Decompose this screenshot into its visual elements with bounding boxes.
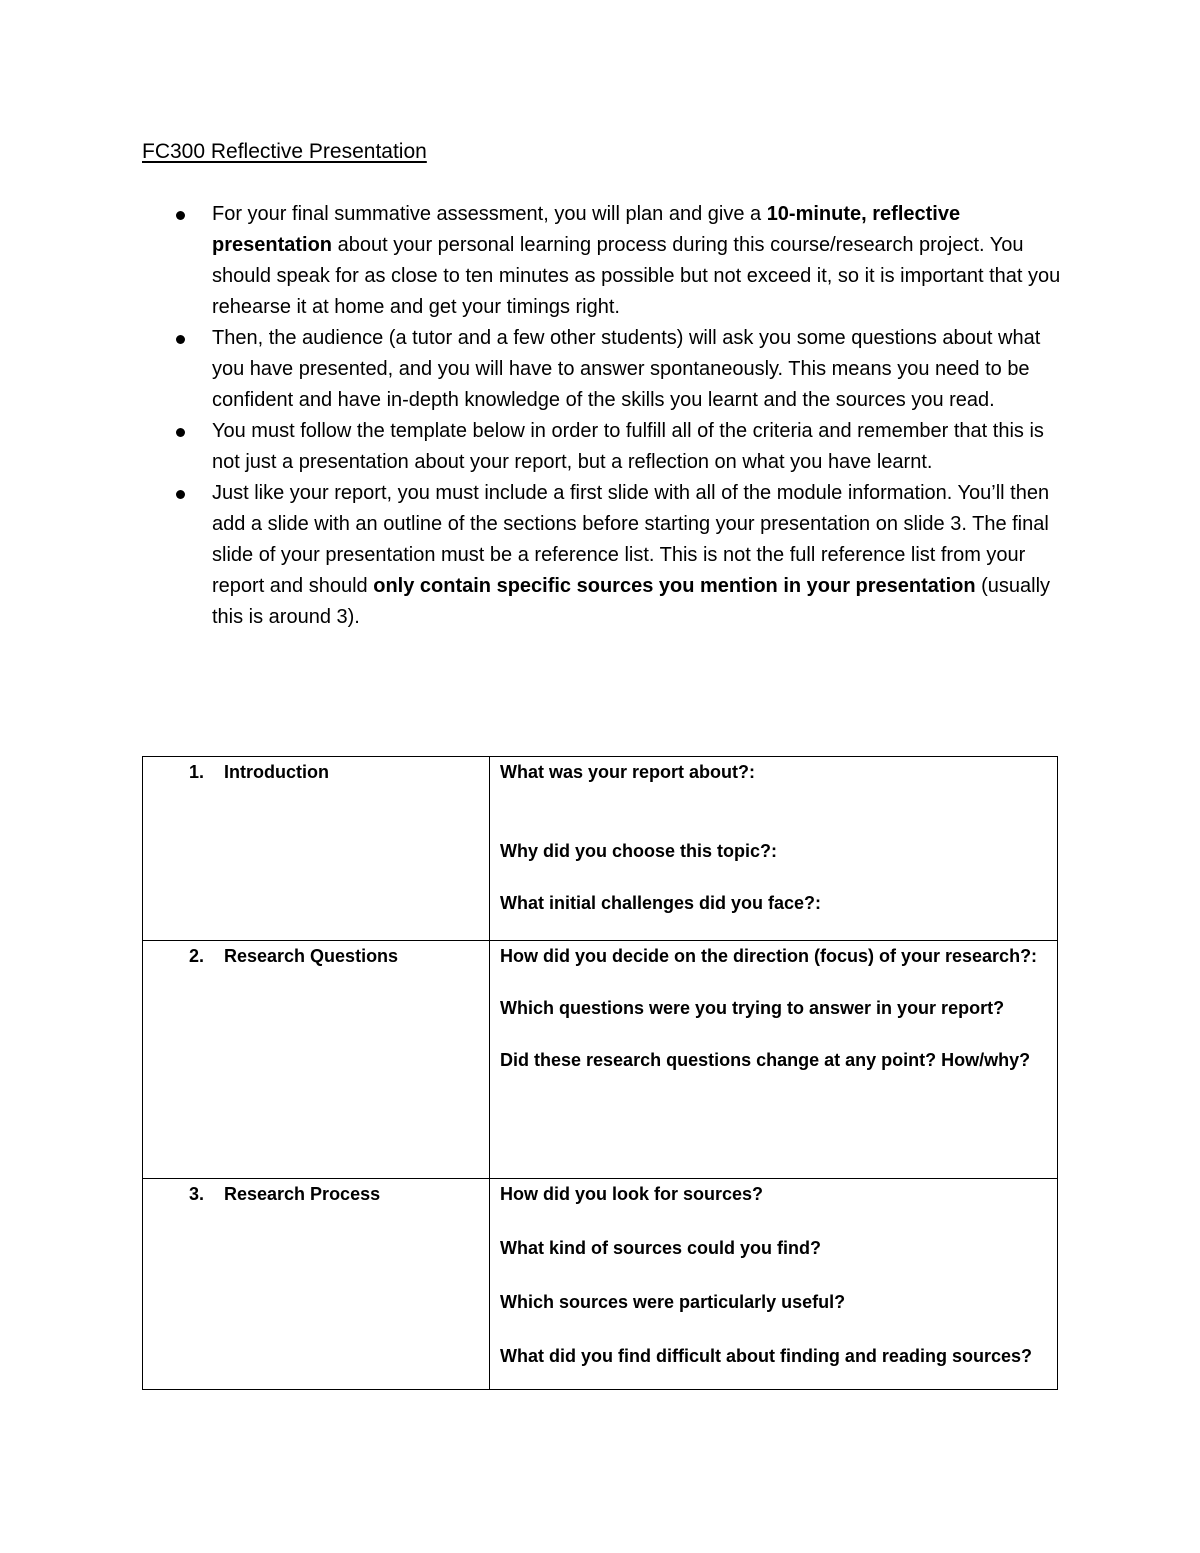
guiding-question: How did you look for sources? [500,1184,764,1204]
guiding-question: Did these research questions change at any point? How/why? [500,1050,1031,1070]
section-title: Research Process [224,1184,381,1204]
list-item [142,416,1072,478]
questions-cell [490,757,1058,941]
table-row [143,757,1058,941]
section-title: Introduction [224,762,329,782]
bullet-text: For your final summative assessment, you will plan and give a [212,203,767,225]
bullet-text: (usually this is around 3). [212,575,1051,628]
list-item [142,478,1072,633]
bullet-text: You must follow the template below in order to fulfill all of the criteria and remember that this is not just a presentation about your report, but a reflection on what you have learnt. [212,420,1044,473]
table-row [143,941,1058,1179]
bullet-text: about your personal learning process during this course/research project. You should speak for as close to ten minutes as possible but not exceed it, so it is important that you rehearse it at home and get your timings right. [212,234,1061,318]
section-cell [143,757,490,941]
questions-cell [490,941,1058,1179]
guiding-question: Why did you choose this topic?: [500,841,777,861]
table-row [143,1179,1058,1390]
bullet-text: Then, the audience (a tutor and a few other students) will ask you some questions about what you have presented, and you will have to answer spontaneously. This means you need to be confident and have in-depth knowledge of the skills you learnt and the sources you read. [212,327,1041,411]
bullet-bold-text: only contain specific sources you mention in your presentation [373,575,976,597]
bullet-icon [176,490,185,499]
section-number: 3. [189,1184,205,1204]
guiding-question: How did you decide on the direction (focus) of your research?: [500,946,1038,966]
bullet-text: Just like your report, you must include a first slide with all of the module information. You’ll then add a slide with an outline of the sections before starting your presentation on slide 3. The final slide of your presentation must be a reference list. This is not the full reference list from your report and should [212,482,1050,597]
page-title: FC300 Reflective Presentation [142,140,427,163]
bullet-icon [176,335,185,344]
instruction-list [142,199,1072,633]
guiding-question: Which questions were you trying to answer in your report? [500,998,1005,1018]
guiding-question: What was your report about?: [500,762,756,782]
section-cell [143,1179,490,1390]
section-title: Research Questions [224,946,399,966]
presentation-template-table [142,756,1058,1390]
guiding-question: What initial challenges did you face?: [500,893,822,913]
section-cell [143,941,490,1179]
guiding-question: What kind of sources could you find? [500,1238,822,1258]
section-number: 2. [189,946,205,966]
guiding-question: What did you find difficult about finding and reading sources? [500,1346,1032,1366]
bullet-icon [176,428,185,437]
bullet-icon [176,211,185,220]
list-item [142,323,1072,416]
bullet-bold-text: 10-minute, reflective presentation [212,203,961,256]
section-number: 1. [189,762,205,782]
list-item [142,199,1072,323]
guiding-question: Which sources were particularly useful? [500,1292,846,1312]
questions-cell [490,1179,1058,1390]
